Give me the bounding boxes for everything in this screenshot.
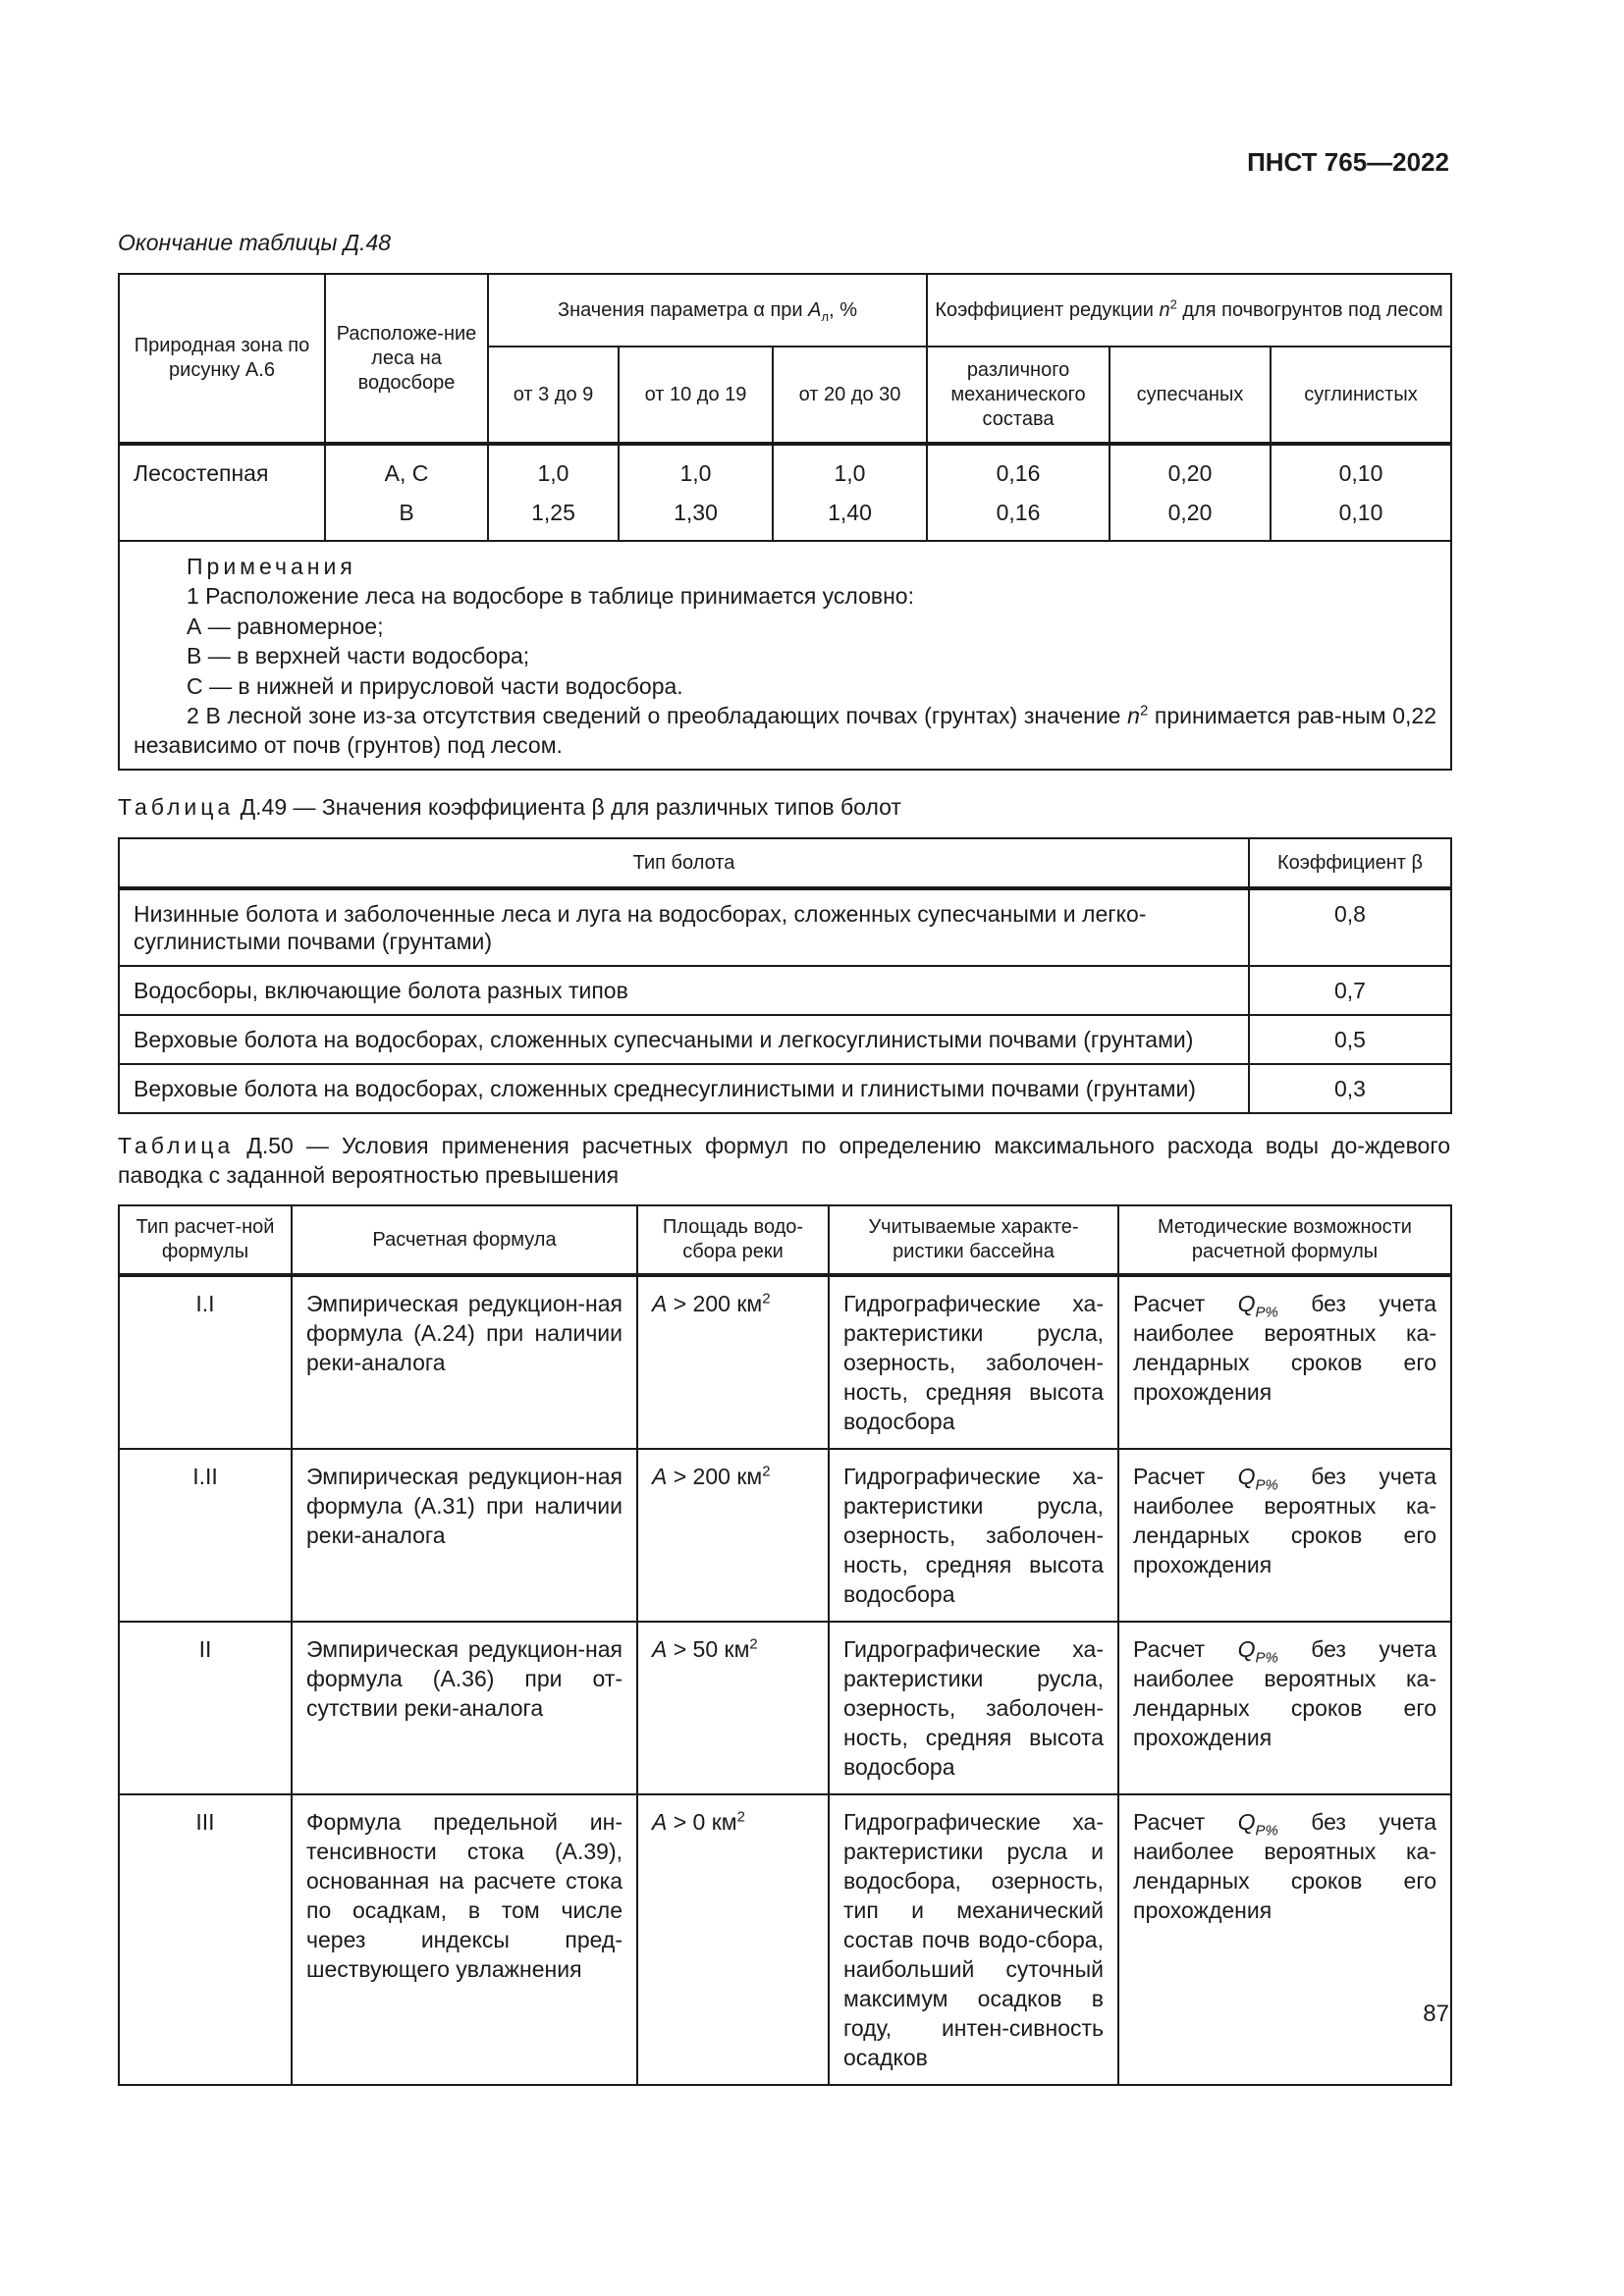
table48	[118, 273, 1452, 771]
note-1c: С — в нижней и прирусловой части водосбора.	[187, 672, 683, 699]
table-row	[119, 1015, 1451, 1064]
cell-bog-type: Водосборы, включающие болота разных типов	[119, 966, 1249, 1015]
cell-formula: Эмпирическая редукцион-ная формула (А.36) при от-сутствии реки-аналога	[292, 1622, 637, 1794]
cell-coef: 0,8	[1249, 888, 1451, 966]
table49	[118, 837, 1452, 1114]
cell-a1: 1,25	[488, 491, 619, 541]
note-1a: А — равномерное;	[187, 613, 384, 639]
header-n1: различного механического состава	[927, 347, 1110, 444]
cell-coef: 0,3	[1249, 1064, 1451, 1113]
header-n3: суглинистых	[1271, 347, 1451, 444]
cell-formula-type: III	[119, 1794, 292, 2085]
cell-a2: 1,0	[619, 444, 773, 491]
cell-coef: 0,7	[1249, 966, 1451, 1015]
cell-method: Расчет $Q_{P\%}$ без учета наиболее вероятных ка-лендарных сроков его прохождения	[1118, 1622, 1451, 1794]
cell-formula-type: II	[119, 1622, 292, 1794]
cell-n3: 0,10	[1271, 491, 1451, 541]
cell-n1: 0,16	[927, 444, 1110, 491]
table48-header-row	[119, 274, 1451, 347]
table50-header-row	[119, 1205, 1451, 1275]
header-formula: Расчетная формула	[292, 1205, 637, 1275]
header-n2: супесчаных	[1110, 347, 1271, 444]
table49-header-row	[119, 838, 1451, 888]
table-row	[119, 1064, 1451, 1113]
cell-a1: 1,0	[488, 444, 619, 491]
cell-bog-type: Верховые болота на водосборах, сложенных супесчаными и легкосуглинистыми почвами (грунтами)	[119, 1015, 1249, 1064]
table-row	[119, 888, 1451, 966]
cell-coef: 0,5	[1249, 1015, 1451, 1064]
notes-title: Примечания	[187, 554, 356, 579]
header-alpha: Значения параметра α при $A_л$, %	[488, 274, 927, 347]
note-1b: В — в верхней части водосбора;	[187, 643, 530, 669]
cell-n2: 0,20	[1110, 444, 1271, 491]
document-code: ПНСТ 765—2022	[1247, 147, 1449, 177]
header-area: Площадь водо-сбора реки	[637, 1205, 829, 1275]
table-row	[119, 444, 1451, 491]
header-location: Расположе-ние леса на водосборе	[325, 274, 488, 444]
header-reduction: Коэффициент редукции $n^2$ для почвогрунтов под лесом	[927, 274, 1451, 347]
cell-a3: 1,40	[773, 491, 927, 541]
cell-basin-chars: Гидрографические ха-рактеристики русла, озерность, заболочен-ность, средняя высота водосбора	[829, 1275, 1118, 1449]
header-a3: от 20 до 30	[773, 347, 927, 444]
cell-method: Расчет $Q_{P\%}$ без учета наиболее вероятных ка-лендарных сроков его прохождения	[1118, 1275, 1451, 1449]
table-row	[119, 1275, 1451, 1449]
page-number: 87	[1423, 2001, 1449, 2027]
header-a1: от 3 до 9	[488, 347, 619, 444]
cell-formula-type: I.II	[119, 1449, 292, 1622]
cell-bog-type: Верховые болота на водосборах, сложенных среднесуглинистыми и глинистыми почвами (грунтами)	[119, 1064, 1249, 1113]
cell-zone: Лесостепная	[119, 444, 325, 541]
header-method: Методические возможности расчетной формулы	[1118, 1205, 1451, 1275]
table50-caption: Таблица Д.50 — Условия применения расчетных формул по определению максимального расхода воды до-ждевого паводка с заданной вероятностью превышения	[118, 1133, 1450, 1188]
cell-formula: Эмпирическая редукцион-ная формула (А.24) при наличии реки-аналога	[292, 1275, 637, 1449]
table-row	[119, 966, 1451, 1015]
header-zone: Природная зона по рисунку А.6	[119, 274, 325, 444]
cell-formula: Формула предельной ин-тенсивности стока (А.39), основанная на расчете стока по осадкам, в том числе через индексы пред-шествующего увлажнения	[292, 1794, 637, 2085]
header-bog-type: Тип болота	[119, 838, 1249, 888]
cell-formula-type: I.I	[119, 1275, 292, 1449]
cell-method: Расчет $Q_{P\%}$ без учета наиболее вероятных ка-лендарных сроков его прохождения	[1118, 1794, 1451, 2085]
cell-area: A > 50 $км^2$	[637, 1622, 829, 1794]
cell-method: Расчет $Q_{P\%}$ без учета наиболее вероятных ка-лендарных сроков его прохождения	[1118, 1449, 1451, 1622]
table-row	[119, 1794, 1451, 2085]
cell-a3: 1,0	[773, 444, 927, 491]
note-1: 1 Расположение леса на водосборе в таблице принимается условно:	[187, 583, 914, 610]
cell-location: В	[325, 491, 488, 541]
cell-n1: 0,16	[927, 491, 1110, 541]
header-formula-type: Тип расчет-ной формулы	[119, 1205, 292, 1275]
table50	[118, 1204, 1452, 2086]
cell-location: А, С	[325, 444, 488, 491]
note-2: 2 В лесной зоне из-за отсутствия сведений о преобладающих почвах (грунтах) значение $n^2$ принимается рав-ным 0,22 независимо от почв (грунтов) под лесом.	[134, 702, 1436, 759]
header-a2: от 10 до 19	[619, 347, 773, 444]
cell-formula: Эмпирическая редукцион-ная формула (А.31) при наличии реки-аналога	[292, 1449, 637, 1622]
header-coef: Коэффициент β	[1249, 838, 1451, 888]
cell-basin-chars: Гидрографические ха-рактеристики русла и водосбора, озерность, тип и механический состав почв водо-сбора, наибольший суточный максимум осадков в году, интен-сивность осадков	[829, 1794, 1118, 2085]
cell-bog-type: Низинные болота и заболоченные леса и луга на водосборах, сложенных супесчаными и легко-суглинистыми почвами (грунтами)	[119, 888, 1249, 966]
table-row	[119, 1622, 1451, 1794]
cell-n2: 0,20	[1110, 491, 1271, 541]
table48-notes	[119, 541, 1451, 770]
cell-area: A > 0 $км^2$	[637, 1794, 829, 2085]
table49-caption: Таблица Д.49 — Значения коэффициента β для различных типов болот	[118, 794, 901, 820]
table48-notes-row	[119, 541, 1451, 770]
cell-basin-chars: Гидрографические ха-рактеристики русла, озерность, заболочен-ность, средняя высота водосбора	[829, 1622, 1118, 1794]
table48-caption: Окончание таблицы Д.48	[118, 230, 392, 255]
cell-a2: 1,30	[619, 491, 773, 541]
header-basin-chars: Учитываемые характе-ристики бассейна	[829, 1205, 1118, 1275]
cell-area: A > 200 $км^2$	[637, 1275, 829, 1449]
table-row	[119, 1449, 1451, 1622]
cell-area: A > 200 $км^2$	[637, 1449, 829, 1622]
cell-basin-chars: Гидрографические ха-рактеристики русла, озерность, заболочен-ность, средняя высота водосбора	[829, 1449, 1118, 1622]
cell-n3: 0,10	[1271, 444, 1451, 491]
